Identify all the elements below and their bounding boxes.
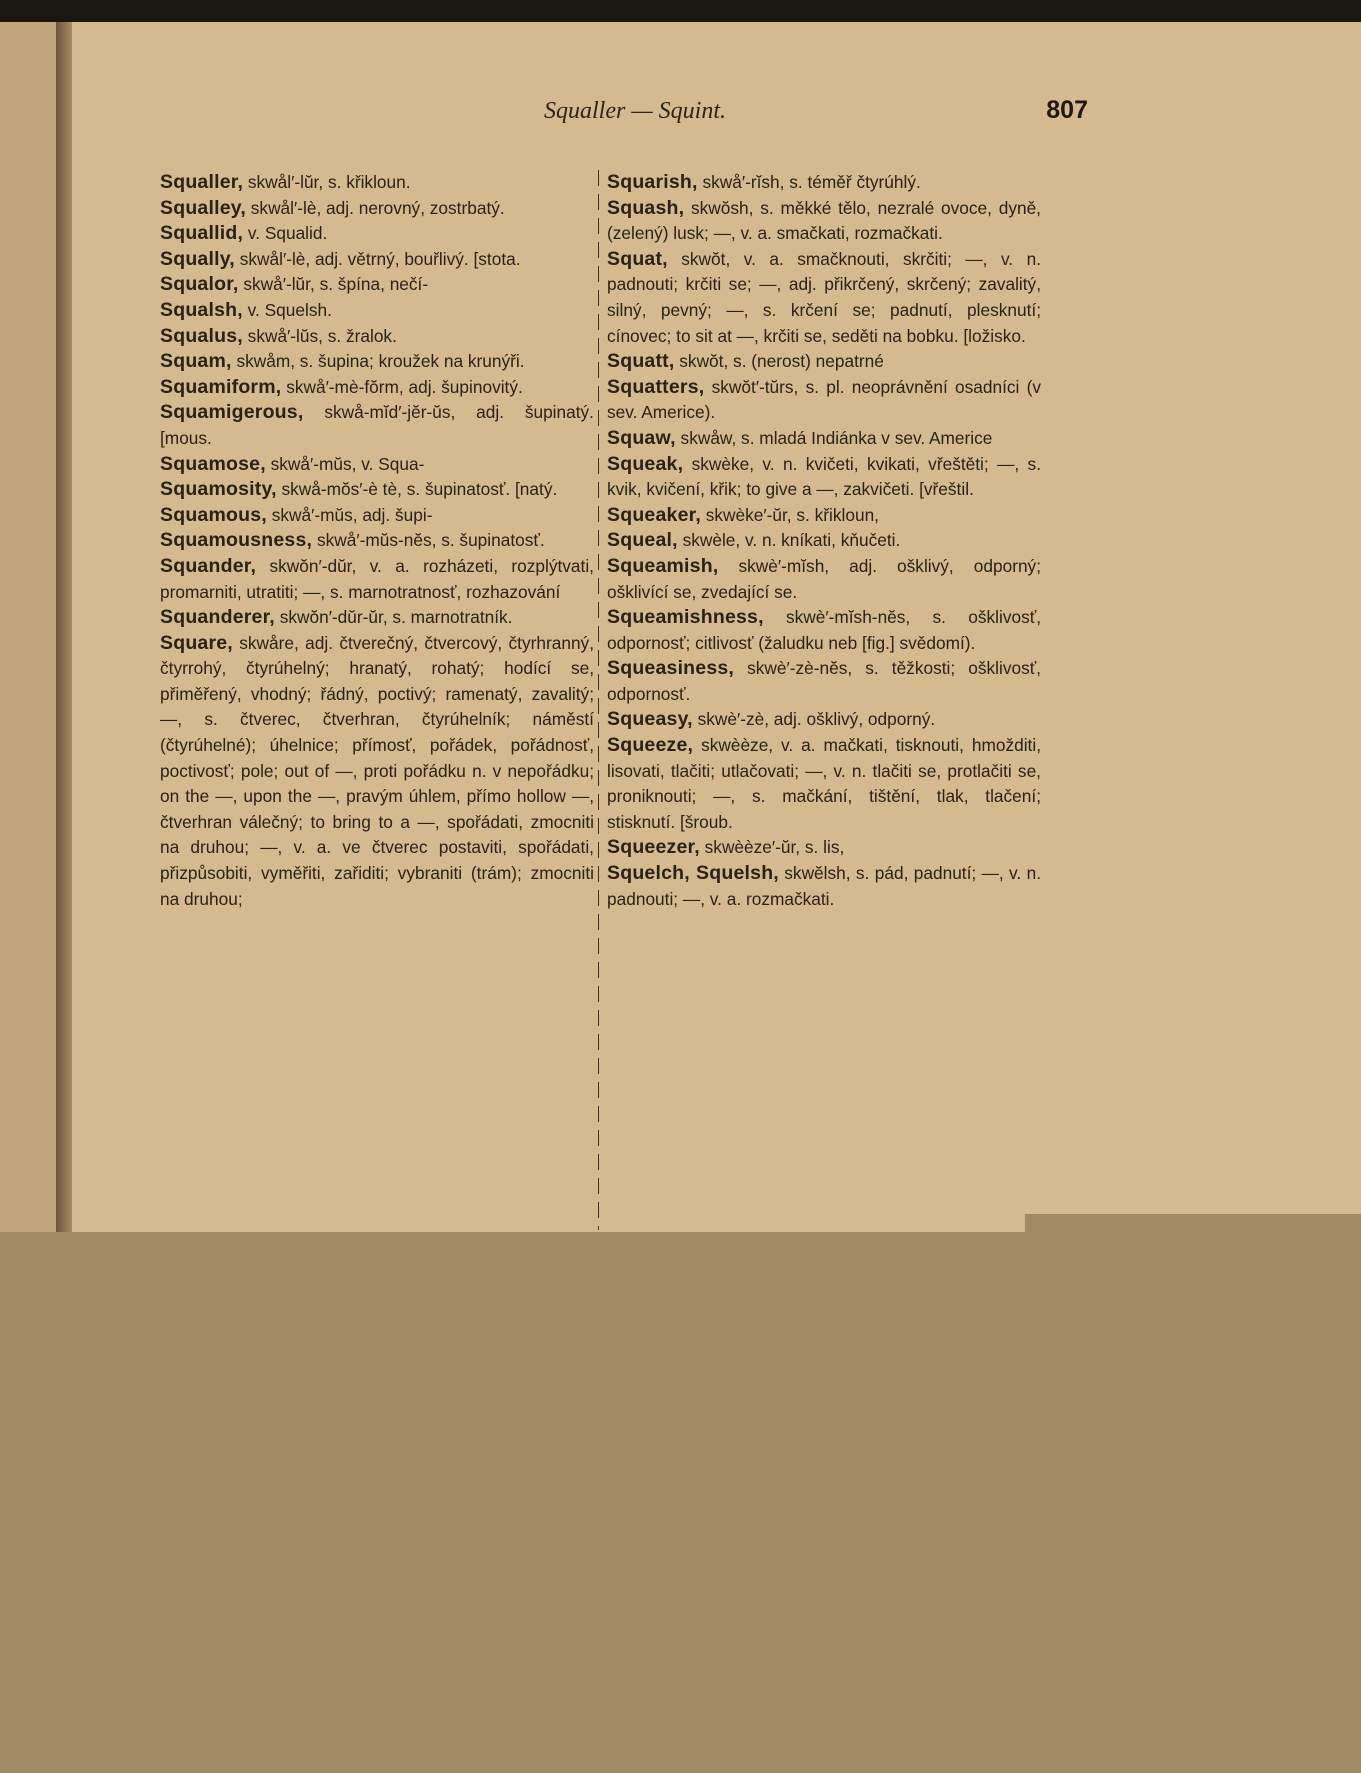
- entry-definition: skwå′-mŭs, v. Squa-: [265, 453, 425, 474]
- entry-headword: Squander,: [160, 554, 257, 577]
- book-top-edge: [0, 0, 1361, 22]
- entry-headword: Squeasy,: [607, 708, 693, 731]
- dictionary-entry: [607, 835, 1041, 861]
- entry-headword: Squamous,: [160, 503, 267, 526]
- entry-headword: Squeal,: [607, 529, 678, 552]
- entry-definition: skwål′-lè, adj. nerovný, zostrbatý.: [245, 197, 505, 218]
- entry-headword: Squatt,: [607, 350, 675, 373]
- dictionary-entry: [607, 426, 1041, 452]
- entry-headword: Squeamish,: [607, 554, 719, 577]
- dictionary-entry: [607, 503, 1041, 529]
- dictionary-entry: [160, 221, 594, 247]
- entry-headword: Squamousness,: [160, 529, 313, 552]
- dictionary-entry: [607, 452, 1041, 503]
- dictionary-entry: [607, 247, 1041, 349]
- entry-headword: Squaw,: [607, 426, 676, 449]
- entry-headword: Squeak,: [607, 452, 684, 475]
- entry-definition: skwå′-mè-fŏrm, adj. šupinovitý.: [281, 376, 523, 397]
- dictionary-entry: [160, 349, 594, 375]
- entry-headword: Squeamishness,: [607, 606, 764, 629]
- dictionary-entry: [607, 733, 1041, 835]
- page-number: 807: [1046, 96, 1088, 124]
- entry-definition: skwŏt, v. a. smačknouti, skrčiti; —, v. n. padnouti; krčiti se; —, adj. přikrčený, skrčený; zavalitý, silný, pevný; —, s. krčení se; padnutí, plesknutí; cínovec; to sit at —, krčiti se, seděti na bobku. [ložisko.: [607, 248, 1041, 346]
- dictionary-entry: [160, 477, 594, 503]
- entry-definition: skwå′-lŭr, s. špína, nečí-: [238, 274, 429, 295]
- entry-definition: skwè′-zè, adj. ošklivý, odporný.: [692, 709, 936, 730]
- column-divider: [598, 170, 599, 1230]
- entry-definition: skwè′-zè-nĕs, s. těžkosti; ošklivosť, odpornosť.: [607, 658, 1041, 704]
- entry-headword: Squanderer,: [160, 606, 275, 629]
- entry-headword: Squalor,: [160, 273, 239, 296]
- dictionary-entry: [160, 605, 594, 631]
- entry-definition: skwå′-mŭs, adj. šupi-: [266, 504, 433, 525]
- dictionary-entry: [160, 503, 594, 529]
- dictionary-entry: [160, 170, 594, 196]
- entry-definition: v. Squelsh.: [242, 299, 332, 320]
- entry-definition: skwå-mĭd′-jĕr-ŭs, adj. šupinatý. [mous.: [160, 402, 594, 448]
- dictionary-entry: [607, 375, 1041, 426]
- dictionary-entry: [160, 247, 594, 273]
- entry-definition: skwål′-lè, adj. větrný, bouřlivý. [stota.: [234, 248, 521, 269]
- entry-headword: Squalsh,: [160, 298, 243, 321]
- entry-headword: Squelch, Squelsh,: [607, 862, 779, 885]
- dictionary-entry: [160, 196, 594, 222]
- dictionary-entry: [607, 554, 1041, 605]
- scan-background: [1025, 1214, 1361, 1232]
- dictionary-entry: [160, 400, 594, 451]
- entry-definition: skwèèze′-ŭr, s. lis,: [699, 837, 845, 858]
- entry-definition: skwå-mŏs′-è tè, s. šupinatosť. [natý.: [276, 479, 558, 500]
- dictionary-entry: [607, 605, 1041, 656]
- entry-definition: skwŏsh, s. měkké tělo, nezralé ovoce, dyně, (zelený) lusk; —, v. a. smačkati, rozmačkati.: [607, 197, 1041, 244]
- entry-headword: Squarish,: [607, 171, 698, 193]
- entry-headword: Squash,: [607, 196, 685, 219]
- dictionary-entry: [160, 631, 594, 913]
- entry-definition: skwål′-lŭr, s. křikloun.: [243, 172, 411, 192]
- entry-headword: Squeezer,: [607, 836, 700, 859]
- entry-definition: skwèke′-ŭr, s. křikloun,: [700, 504, 879, 525]
- entry-headword: Squamigerous,: [160, 401, 304, 424]
- dictionary-entry: [160, 272, 594, 298]
- dictionary-entry: [607, 656, 1041, 707]
- entry-headword: Squeaker,: [607, 503, 701, 526]
- dictionary-entry: [160, 554, 594, 605]
- dictionary-entry: [607, 196, 1041, 247]
- dictionary-entry: [607, 861, 1041, 912]
- entry-definition: skwŏn′-dŭr, v. a. rozházeti, rozplýtvati, promarniti, utratiti; —, s. marnotratnosť, rozhazování: [160, 555, 594, 602]
- entry-definition: v. Squalid.: [243, 223, 328, 244]
- entry-definition: skwĕlsh, s. pád, padnutí; —, v. n. padnouti; —, v. a. rozmačkati.: [607, 863, 1041, 909]
- entry-definition: skwå′-rĭsh, s. téměř čtyrúhlý.: [697, 172, 921, 192]
- entry-definition: skwåre, adj. čtverečný, čtvercový, čtyrhranný, čtyrrohý, čtyrúhelný; hranatý, rohatý; hodící se, přiměřený, vhodný; řádný, poctivý; ramenatý, zavalitý; —, s. čtverec, čtverhran, čtyrúhelník; náměstí (čtyrúhelné); úhelnice; přímosť, pořádek, pořádnosť, poctivosť; pole; out of —, proti pořádku n. v nepořádku; on the —, upon the —, pravým úhlem, přímo hollow —, čtverhran válečný; to bring to a —, spořádati, zmocniti na druhou; —, v. a. ve čtverec postaviti, spořádati, přizpůsobiti, vyměřiti, zařiditi; vybraniti (trám); zmocniti na druhou;: [160, 632, 594, 909]
- entry-definition: skwè′-mĭsh-nĕs, s. ošklivosť, odpornosť; citlivosť (žaludku neb [fig.] svědomí).: [607, 607, 1041, 653]
- entry-definition: skwèle, v. n. kníkati, kňučeti.: [677, 530, 901, 551]
- entry-headword: Squeeze,: [607, 734, 694, 757]
- dictionary-entry: [607, 707, 1041, 733]
- entry-headword: Squeasiness,: [607, 657, 735, 680]
- entry-headword: Squatters,: [607, 375, 705, 398]
- entry-definition: skwåm, s. šupina; kroužek na krunýři.: [231, 351, 525, 372]
- dictionary-entry: [607, 349, 1041, 375]
- book-spine: [56, 22, 72, 1232]
- facing-page-edge: [0, 22, 56, 1232]
- entry-headword: Squamosity,: [160, 478, 277, 501]
- dictionary-entry: [607, 528, 1041, 554]
- entry-definition: skwèèze, v. a. mačkati, tisknouti, hmožditi, lisovati, tlačiti; utlačovati; —, v. n. tlačiti se, protlačiti se, proniknouti; —, s. mačkání, tištění, tlak, tlačení; stisknutí. [šroub.: [607, 735, 1041, 832]
- entry-headword: Squam,: [160, 350, 232, 373]
- dictionary-entry: [160, 528, 594, 554]
- entry-definition: skwŏn′-dŭr-ŭr, s. marnotratník.: [274, 607, 513, 628]
- entry-headword: Squalus,: [160, 324, 243, 347]
- entry-headword: Squat,: [607, 247, 668, 270]
- entry-headword: Squamose,: [160, 452, 266, 475]
- dictionary-entry: [160, 324, 594, 350]
- entry-definition: skwŏt, s. (nerost) nepatrné: [674, 351, 884, 372]
- entry-definition: skwŏt′-tŭrs, s. pl. neoprávnění osadníci (v sev. Americe).: [607, 376, 1041, 423]
- entry-definition: skwå′-lŭs, s. žralok.: [242, 325, 397, 346]
- entry-headword: Squalley,: [160, 196, 246, 219]
- running-head: Squaller — Squint.: [543, 98, 726, 124]
- entry-definition: skwå′-mŭs-nĕs, s. šupinatosť.: [312, 530, 545, 551]
- entry-headword: Squaller,: [160, 171, 244, 193]
- dictionary-entry: [160, 375, 594, 401]
- entry-headword: Squamiform,: [160, 375, 282, 398]
- entry-definition: skwè′-mĭsh, adj. ošklivý, odporný; ošklivící se, zvedající se.: [607, 555, 1041, 602]
- dictionary-entry: [607, 170, 1041, 196]
- dictionary-entry: [160, 298, 594, 324]
- scan-background: [0, 1232, 1361, 1773]
- entry-headword: Squallid,: [160, 222, 244, 245]
- entry-definition: skwèke, v. n. kvičeti, kvikati, vřeštěti; —, s. kvik, kvičení, křik; to give a —, zakvičeti. [vřeštil.: [607, 453, 1041, 500]
- dictionary-entry: [160, 452, 594, 478]
- entry-definition: skwåw, s. mladá Indiánka v sev. Americe: [675, 427, 993, 448]
- right-column: [607, 170, 1041, 912]
- left-column: [160, 170, 594, 912]
- entry-headword: Squally,: [160, 247, 235, 270]
- entry-headword: Square,: [160, 631, 233, 654]
